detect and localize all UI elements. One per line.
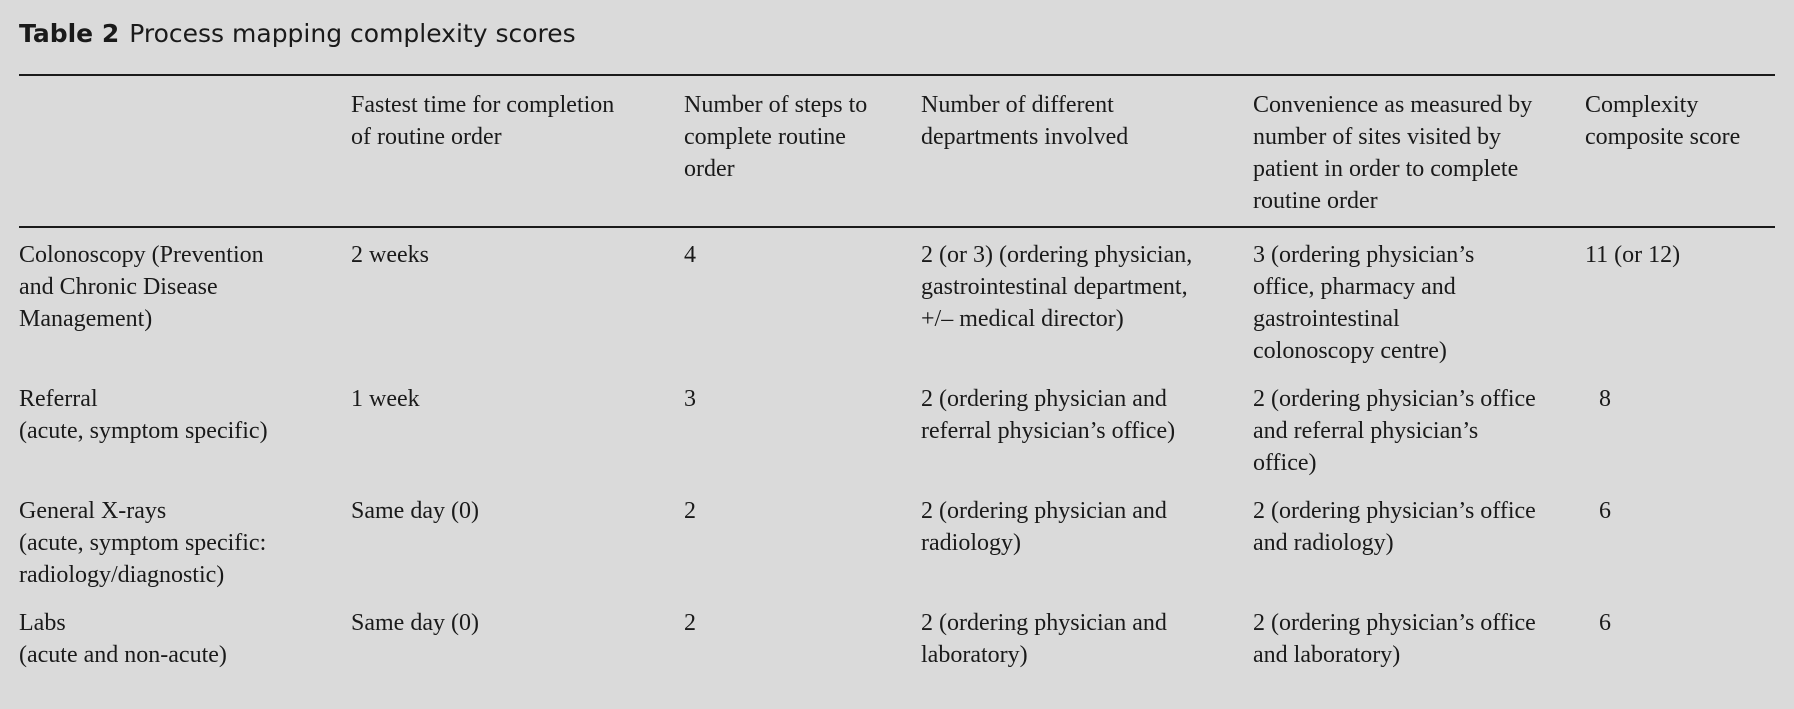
header-line: Number of steps to — [684, 92, 868, 118]
row-label-cell — [19, 239, 339, 335]
departments-cell — [921, 383, 1241, 447]
header-line: number of sites visited by — [1253, 124, 1501, 150]
cell-line: colonoscopy centre) — [1253, 338, 1447, 364]
cell-line: 6 — [1599, 610, 1611, 636]
cell-line: 2 (ordering physician and — [921, 610, 1167, 636]
cell-line: 11 (or 12) — [1585, 242, 1681, 268]
cell-line: 1 week — [351, 386, 420, 412]
cell-line: 2 (ordering physician and — [921, 498, 1167, 524]
cell-line: 8 — [1599, 386, 1611, 412]
cell-line: 4 — [684, 242, 696, 268]
header-line: complete routine — [684, 124, 846, 150]
row-label-cell — [19, 607, 339, 671]
fastest-time-cell — [351, 239, 671, 271]
convenience-cell — [1253, 607, 1578, 671]
cell-line: Colonoscopy (Prevention — [19, 242, 264, 268]
cell-line: 3 — [684, 386, 696, 412]
cell-line: 2 (ordering physician’s office — [1253, 498, 1536, 524]
cell-line: and Chronic Disease — [19, 274, 218, 300]
table-header-rule — [19, 226, 1775, 228]
table-caption — [19, 18, 576, 50]
cell-line: gastrointestinal — [1253, 306, 1400, 332]
header-line: composite score — [1585, 124, 1741, 150]
cell-line: 2 (ordering physician’s office — [1253, 610, 1536, 636]
header-line: Convenience as measured by — [1253, 92, 1533, 118]
cell-line: Same day (0) — [351, 498, 479, 524]
cell-line: (acute and non-acute) — [19, 642, 227, 668]
cell-line: 2 weeks — [351, 242, 429, 268]
cell-line: Management) — [19, 306, 153, 332]
cell-line: Referral — [19, 386, 98, 412]
composite-score-cell — [1585, 239, 1775, 271]
cell-line: radiology/diagnostic) — [19, 562, 225, 588]
composite-score-cell — [1585, 495, 1789, 527]
fastest-time-cell — [351, 495, 671, 527]
steps-cell — [684, 239, 910, 271]
cell-line: Labs — [19, 610, 66, 636]
convenience-cell — [1253, 495, 1578, 559]
cell-line: 2 — [684, 610, 696, 636]
departments-cell — [921, 495, 1241, 559]
header-cell-departments — [921, 89, 1241, 153]
table-title: Process mapping complexity scores — [129, 19, 576, 48]
header-line: Fastest time for completion — [351, 92, 615, 118]
header-line: of routine order — [351, 124, 502, 150]
cell-line: Same day (0) — [351, 610, 479, 636]
cell-line: 2 (or 3) (ordering physician, — [921, 242, 1193, 268]
table-top-rule — [19, 74, 1775, 76]
header-line: patient in order to complete — [1253, 156, 1519, 182]
steps-cell — [684, 383, 910, 415]
cell-line: General X-rays — [19, 498, 167, 524]
cell-line: and laboratory) — [1253, 642, 1401, 668]
header-line: Number of different — [921, 92, 1114, 118]
fastest-time-cell — [351, 383, 671, 415]
table-label: Table 2 — [19, 19, 120, 48]
header-cell-convenience — [1253, 89, 1578, 217]
composite-score-cell — [1585, 383, 1789, 415]
cell-line: office, pharmacy and — [1253, 274, 1456, 300]
departments-cell — [921, 607, 1241, 671]
convenience-cell — [1253, 239, 1578, 367]
row-label-cell — [19, 495, 339, 591]
cell-line: and radiology) — [1253, 530, 1394, 556]
row-label-cell — [19, 383, 339, 447]
convenience-cell — [1253, 383, 1578, 479]
cell-line: +/– medical director) — [921, 306, 1124, 332]
cell-line: referral physician’s office) — [921, 418, 1176, 444]
header-line: Complexity — [1585, 92, 1699, 118]
steps-cell — [684, 607, 910, 639]
cell-line: 2 (ordering physician’s office — [1253, 386, 1536, 412]
cell-line: 3 (ordering physician’s — [1253, 242, 1475, 268]
header-line: routine order — [1253, 188, 1378, 214]
cell-line: 6 — [1599, 498, 1611, 524]
header-cell-fastest-time — [351, 89, 671, 153]
header-line: order — [684, 156, 735, 182]
cell-line: gastrointestinal department, — [921, 274, 1188, 300]
cell-line: and referral physician’s — [1253, 418, 1479, 444]
cell-line: laboratory) — [921, 642, 1028, 668]
cell-line: (acute, symptom specific) — [19, 418, 268, 444]
cell-line: (acute, symptom specific: — [19, 530, 267, 556]
header-cell-composite-score — [1585, 89, 1775, 153]
cell-line: 2 (ordering physician and — [921, 386, 1167, 412]
cell-line: office) — [1253, 450, 1317, 476]
header-line: departments involved — [921, 124, 1129, 150]
cell-line: 2 — [684, 498, 696, 524]
departments-cell — [921, 239, 1241, 335]
steps-cell — [684, 495, 910, 527]
header-cell-number-of-steps — [684, 89, 910, 185]
cell-line: radiology) — [921, 530, 1021, 556]
composite-score-cell — [1585, 607, 1789, 639]
fastest-time-cell — [351, 607, 671, 639]
